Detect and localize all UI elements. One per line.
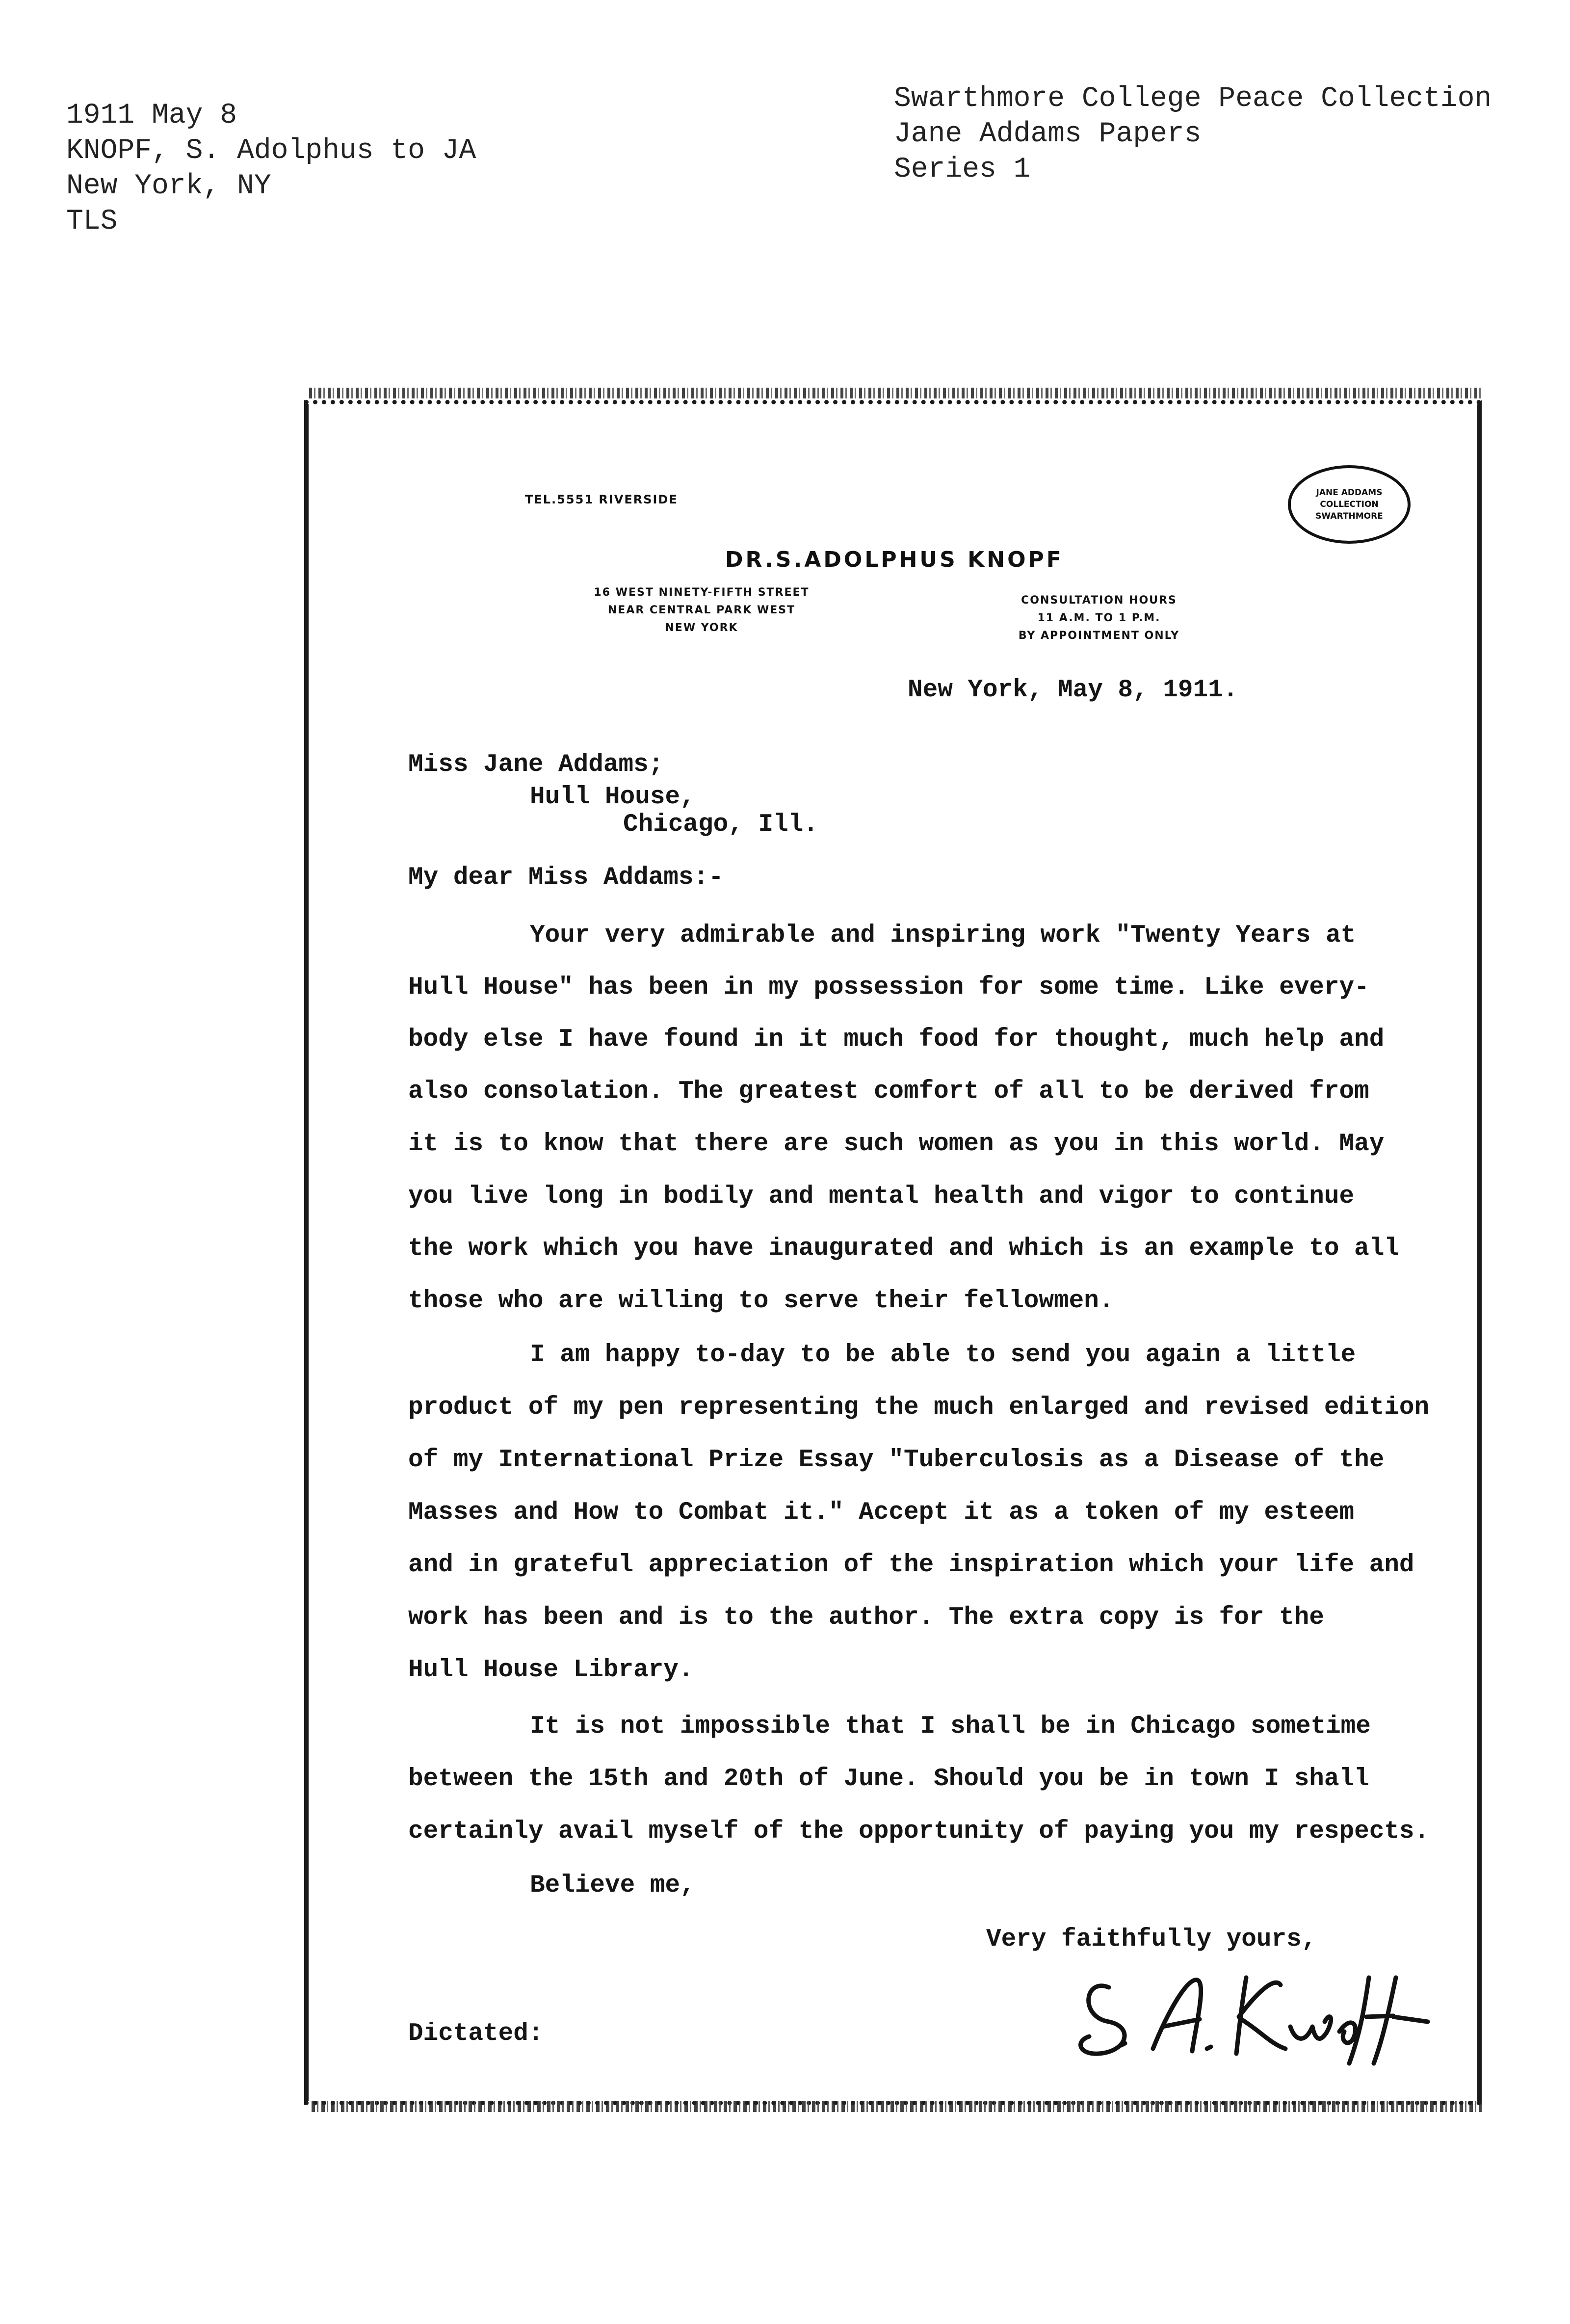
- hours-line: 11 A.M. TO 1 P.M.: [1037, 612, 1161, 624]
- archive-place: New York, NY: [66, 170, 271, 202]
- body-line: certainly avail myself of the opportunity of paying you my respects.: [408, 1818, 1430, 1846]
- collection-info: [894, 81, 1492, 187]
- letterhead-hours: [991, 592, 1207, 645]
- recipient-line: Miss Jane Addams;: [408, 751, 664, 779]
- series-name: Series 1: [894, 154, 1031, 185]
- handwritten-signature: [1074, 1958, 1438, 2066]
- body-line: Your very admirable and inspiring work "Twenty Years at: [530, 922, 1356, 950]
- body-line: you live long in bodily and mental health and vigor to continue: [408, 1183, 1355, 1211]
- address-line: 16 WEST NINETY-FIFTH STREET: [594, 586, 810, 599]
- letterhead-telephone: TEL.5551 RIVERSIDE: [525, 493, 678, 506]
- dictated-label: Dictated:: [408, 2020, 544, 2048]
- archive-date: 1911 May 8: [66, 100, 237, 132]
- body-line: body else I have found in it much food for thought, much help and: [408, 1026, 1385, 1054]
- papers-name: Jane Addams Papers: [894, 118, 1202, 150]
- believe-line: Believe me,: [530, 1872, 695, 1900]
- body-line: It is not impossible that I shall be in Chicago sometime: [530, 1713, 1371, 1741]
- hours-line: CONSULTATION HOURS: [1021, 594, 1177, 607]
- archive-type: TLS: [66, 206, 118, 238]
- letterhead-name: DR.S.ADOLPHUS KNOPF: [725, 547, 1064, 572]
- body-line: Hull House" has been in my possession for some time. Like every-: [408, 974, 1369, 1002]
- body-line: and in grateful appreciation of the inspiration which your life and: [408, 1551, 1414, 1579]
- body-line: those who are willing to serve their fellowmen.: [408, 1287, 1114, 1315]
- body-line: the work which you have inaugurated and which is an example to all: [408, 1235, 1399, 1263]
- body-line: I am happy to-day to be able to send you again a little: [530, 1341, 1356, 1369]
- body-line: product of my pen representing the much enlarged and revised edition: [408, 1394, 1430, 1422]
- letterhead-address: [564, 584, 839, 637]
- closing: Very faithfully yours,: [986, 1926, 1317, 1954]
- archive-stamp: [1288, 465, 1411, 544]
- letter-date: New York, May 8, 1911.: [908, 676, 1238, 704]
- recipient-line: Hull House,: [530, 783, 695, 811]
- archive-correspondent: KNOPF, S. Adolphus to JA: [66, 135, 476, 167]
- body-line: between the 15th and 20th of June. Should you be in town I shall: [408, 1765, 1369, 1793]
- archive-metadata: [66, 98, 476, 239]
- stamp-text: JANE ADDAMS COLLECTION SWARTHMORE: [1315, 488, 1383, 521]
- body-line: it is to know that there are such women as you in this world. May: [408, 1130, 1385, 1158]
- letter-bottom-edge: [312, 2101, 1482, 2112]
- body-line: of my International Prize Essay "Tuberculosis as a Disease of the: [408, 1446, 1385, 1474]
- salutation: My dear Miss Addams:-: [408, 864, 724, 892]
- body-line: Masses and How to Combat it." Accept it as a token of my esteem: [408, 1499, 1355, 1527]
- body-line: Hull House Library.: [408, 1656, 694, 1684]
- address-line: NEW YORK: [665, 622, 738, 634]
- collection-name: Swarthmore College Peace Collection: [894, 83, 1492, 115]
- address-line: NEAR CENTRAL PARK WEST: [607, 604, 796, 616]
- recipient-line: Chicago, Ill.: [623, 811, 818, 839]
- body-line: also consolation. The greatest comfort of all to be derived from: [408, 1078, 1369, 1106]
- letter-top-edge: [309, 388, 1482, 398]
- hours-line: BY APPOINTMENT ONLY: [1018, 630, 1180, 642]
- body-line: work has been and is to the author. The extra copy is for the: [408, 1604, 1324, 1632]
